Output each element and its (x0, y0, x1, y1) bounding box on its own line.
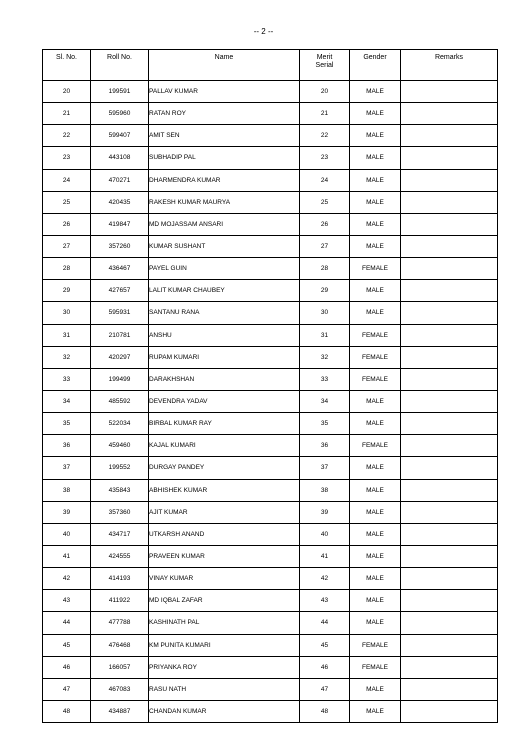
cell-remarks (401, 368, 498, 390)
table-row (43, 390, 498, 412)
cell-gender: MALE (350, 700, 401, 722)
cell-roll-no: 522034 (91, 413, 149, 435)
cell-name: RATAN ROY (149, 103, 300, 125)
cell-merit-serial: 38 (300, 479, 350, 501)
table-body (43, 81, 498, 723)
cell-sl-no: 23 (43, 147, 91, 169)
cell-roll-no: 411922 (91, 590, 149, 612)
cell-remarks (401, 324, 498, 346)
table-row (43, 213, 498, 235)
cell-sl-no: 48 (43, 700, 91, 722)
cell-gender: FEMALE (350, 634, 401, 656)
table-row (43, 634, 498, 656)
cell-roll-no: 210781 (91, 324, 149, 346)
table-row (43, 678, 498, 700)
cell-name: RASU NATH (149, 678, 300, 700)
cell-roll-no: 419847 (91, 213, 149, 235)
table-row (43, 81, 498, 103)
cell-name: KUMAR SUSHANT (149, 235, 300, 257)
cell-merit-serial: 23 (300, 147, 350, 169)
cell-gender: MALE (350, 235, 401, 257)
cell-sl-no: 38 (43, 479, 91, 501)
cell-roll-no: 459460 (91, 435, 149, 457)
cell-roll-no: 420435 (91, 191, 149, 213)
cell-name: AJIT KUMAR (149, 501, 300, 523)
cell-roll-no: 477788 (91, 612, 149, 634)
header-remarks: Remarks (401, 50, 498, 81)
cell-roll-no: 166057 (91, 656, 149, 678)
cell-roll-no: 427657 (91, 280, 149, 302)
cell-merit-serial: 22 (300, 125, 350, 147)
cell-sl-no: 24 (43, 169, 91, 191)
cell-gender: MALE (350, 523, 401, 545)
cell-merit-serial: 31 (300, 324, 350, 346)
cell-remarks (401, 457, 498, 479)
cell-merit-serial: 33 (300, 368, 350, 390)
cell-gender: MALE (350, 390, 401, 412)
table-header-row (43, 50, 498, 81)
cell-sl-no: 29 (43, 280, 91, 302)
cell-name: VINAY KUMAR (149, 568, 300, 590)
cell-gender: MALE (350, 191, 401, 213)
cell-gender: MALE (350, 612, 401, 634)
cell-sl-no: 44 (43, 612, 91, 634)
cell-sl-no: 22 (43, 125, 91, 147)
cell-name: PAYEL GUIN (149, 258, 300, 280)
cell-gender: MALE (350, 545, 401, 567)
cell-sl-no: 26 (43, 213, 91, 235)
header-name: Name (149, 50, 300, 81)
table-row (43, 501, 498, 523)
cell-roll-no: 199499 (91, 368, 149, 390)
cell-sl-no: 21 (43, 103, 91, 125)
cell-name: ABHISHEK KUMAR (149, 479, 300, 501)
cell-roll-no: 595931 (91, 302, 149, 324)
cell-gender: MALE (350, 590, 401, 612)
cell-sl-no: 20 (43, 81, 91, 103)
cell-sl-no: 31 (43, 324, 91, 346)
cell-sl-no: 43 (43, 590, 91, 612)
cell-name: PRAVEEN KUMAR (149, 545, 300, 567)
cell-sl-no: 40 (43, 523, 91, 545)
cell-merit-serial: 34 (300, 390, 350, 412)
cell-name: AMIT SEN (149, 125, 300, 147)
page-number: -- 2 -- (253, 27, 274, 36)
cell-roll-no: 476468 (91, 634, 149, 656)
cell-name: DEVENDRA YADAV (149, 390, 300, 412)
cell-sl-no: 30 (43, 302, 91, 324)
cell-name: SUBHADIP PAL (149, 147, 300, 169)
cell-roll-no: 434717 (91, 523, 149, 545)
cell-remarks (401, 435, 498, 457)
cell-merit-serial: 39 (300, 501, 350, 523)
table-row (43, 590, 498, 612)
cell-sl-no: 27 (43, 235, 91, 257)
cell-gender: MALE (350, 125, 401, 147)
cell-roll-no: 424555 (91, 545, 149, 567)
cell-remarks (401, 678, 498, 700)
cell-roll-no: 470271 (91, 169, 149, 191)
cell-merit-serial: 20 (300, 81, 350, 103)
header-merit-serial (300, 50, 350, 81)
cell-remarks (401, 191, 498, 213)
table-row (43, 413, 498, 435)
header-sl-no: Sl. No. (43, 50, 91, 81)
cell-gender: FEMALE (350, 435, 401, 457)
table-row (43, 346, 498, 368)
cell-merit-serial: 25 (300, 191, 350, 213)
cell-sl-no: 32 (43, 346, 91, 368)
cell-gender: MALE (350, 81, 401, 103)
cell-roll-no: 467083 (91, 678, 149, 700)
cell-roll-no: 414193 (91, 568, 149, 590)
cell-remarks (401, 501, 498, 523)
cell-sl-no: 36 (43, 435, 91, 457)
cell-remarks (401, 413, 498, 435)
cell-gender: FEMALE (350, 258, 401, 280)
cell-remarks (401, 545, 498, 567)
table-row (43, 568, 498, 590)
cell-merit-serial: 27 (300, 235, 350, 257)
cell-merit-serial: 41 (300, 545, 350, 567)
table-row (43, 545, 498, 567)
cell-roll-no: 199552 (91, 457, 149, 479)
cell-merit-serial: 21 (300, 103, 350, 125)
cell-remarks (401, 479, 498, 501)
cell-merit-serial: 29 (300, 280, 350, 302)
cell-remarks (401, 235, 498, 257)
cell-sl-no: 45 (43, 634, 91, 656)
cell-remarks (401, 103, 498, 125)
cell-name: CHANDAN KUMAR (149, 700, 300, 722)
table-row (43, 280, 498, 302)
cell-name: LALIT KUMAR CHAUBEY (149, 280, 300, 302)
cell-merit-serial: 36 (300, 435, 350, 457)
cell-gender: FEMALE (350, 346, 401, 368)
cell-gender: MALE (350, 413, 401, 435)
table-row (43, 523, 498, 545)
cell-roll-no: 435843 (91, 479, 149, 501)
cell-merit-serial: 47 (300, 678, 350, 700)
table-row (43, 656, 498, 678)
table-row (43, 479, 498, 501)
cell-roll-no: 420297 (91, 346, 149, 368)
cell-remarks (401, 258, 498, 280)
cell-remarks (401, 523, 498, 545)
table-row (43, 169, 498, 191)
cell-merit-serial: 30 (300, 302, 350, 324)
cell-merit-serial: 43 (300, 590, 350, 612)
cell-merit-serial: 48 (300, 700, 350, 722)
cell-gender: MALE (350, 213, 401, 235)
cell-name: DURGAY PANDEY (149, 457, 300, 479)
cell-gender: MALE (350, 457, 401, 479)
results-table (42, 49, 498, 723)
cell-name: PALLAV KUMAR (149, 81, 300, 103)
cell-gender: MALE (350, 302, 401, 324)
cell-remarks (401, 612, 498, 634)
table-row (43, 103, 498, 125)
table-row (43, 700, 498, 722)
cell-merit-serial: 42 (300, 568, 350, 590)
cell-sl-no: 33 (43, 368, 91, 390)
cell-remarks (401, 590, 498, 612)
table-row (43, 147, 498, 169)
cell-roll-no: 434887 (91, 700, 149, 722)
cell-gender: MALE (350, 678, 401, 700)
cell-roll-no: 199591 (91, 81, 149, 103)
cell-roll-no: 595960 (91, 103, 149, 125)
cell-remarks (401, 147, 498, 169)
cell-name: KAJAL KUMARI (149, 435, 300, 457)
cell-remarks (401, 125, 498, 147)
cell-merit-serial: 40 (300, 523, 350, 545)
cell-name: RAKESH KUMAR MAURYA (149, 191, 300, 213)
cell-remarks (401, 213, 498, 235)
table-row (43, 368, 498, 390)
cell-sl-no: 46 (43, 656, 91, 678)
cell-remarks (401, 700, 498, 722)
cell-sl-no: 28 (43, 258, 91, 280)
cell-gender: MALE (350, 501, 401, 523)
cell-sl-no: 47 (43, 678, 91, 700)
table-row (43, 612, 498, 634)
table-row (43, 125, 498, 147)
cell-name: UTKARSH ANAND (149, 523, 300, 545)
cell-name: KASHINATH PAL (149, 612, 300, 634)
cell-roll-no: 443108 (91, 147, 149, 169)
cell-gender: FEMALE (350, 368, 401, 390)
table-row (43, 324, 498, 346)
cell-merit-serial: 28 (300, 258, 350, 280)
cell-name: BIRBAL KUMAR RAY (149, 413, 300, 435)
cell-merit-serial: 44 (300, 612, 350, 634)
table-row (43, 457, 498, 479)
cell-name: MD IQBAL ZAFAR (149, 590, 300, 612)
cell-remarks (401, 81, 498, 103)
cell-roll-no: 357260 (91, 235, 149, 257)
cell-sl-no: 35 (43, 413, 91, 435)
cell-merit-serial: 24 (300, 169, 350, 191)
cell-merit-serial: 32 (300, 346, 350, 368)
cell-gender: MALE (350, 103, 401, 125)
cell-remarks (401, 346, 498, 368)
cell-name: RUPAM KUMARI (149, 346, 300, 368)
cell-name: DHARMENDRA KUMAR (149, 169, 300, 191)
header-roll-no: Roll No. (91, 50, 149, 81)
cell-sl-no: 34 (43, 390, 91, 412)
cell-gender: MALE (350, 169, 401, 191)
cell-sl-no: 25 (43, 191, 91, 213)
cell-name: SANTANU RANA (149, 302, 300, 324)
cell-name: ANSHU (149, 324, 300, 346)
cell-roll-no: 599407 (91, 125, 149, 147)
cell-roll-no: 485592 (91, 390, 149, 412)
cell-gender: MALE (350, 479, 401, 501)
header-merit-line1: Merit (316, 54, 333, 61)
cell-merit-serial: 35 (300, 413, 350, 435)
cell-name: PRIYANKA ROY (149, 656, 300, 678)
cell-sl-no: 42 (43, 568, 91, 590)
cell-name: KM PUNITA KUMARI (149, 634, 300, 656)
table-row (43, 435, 498, 457)
cell-sl-no: 37 (43, 457, 91, 479)
cell-gender: MALE (350, 568, 401, 590)
cell-gender: FEMALE (350, 324, 401, 346)
cell-remarks (401, 568, 498, 590)
cell-remarks (401, 280, 498, 302)
cell-remarks (401, 390, 498, 412)
cell-remarks (401, 169, 498, 191)
cell-sl-no: 39 (43, 501, 91, 523)
table-row (43, 302, 498, 324)
table-row (43, 258, 498, 280)
cell-merit-serial: 26 (300, 213, 350, 235)
cell-merit-serial: 45 (300, 634, 350, 656)
cell-sl-no: 41 (43, 545, 91, 567)
table-row (43, 191, 498, 213)
cell-gender: MALE (350, 280, 401, 302)
table-row (43, 235, 498, 257)
header-gender: Gender (350, 50, 401, 81)
cell-merit-serial: 46 (300, 656, 350, 678)
cell-gender: FEMALE (350, 656, 401, 678)
header-merit-line2: Serial (315, 62, 334, 69)
cell-gender: MALE (350, 147, 401, 169)
cell-remarks (401, 302, 498, 324)
cell-remarks (401, 656, 498, 678)
cell-name: DARAKHSHAN (149, 368, 300, 390)
cell-remarks (401, 634, 498, 656)
cell-roll-no: 357360 (91, 501, 149, 523)
cell-merit-serial: 37 (300, 457, 350, 479)
cell-name: MD MOJASSAM ANSARI (149, 213, 300, 235)
cell-roll-no: 436467 (91, 258, 149, 280)
